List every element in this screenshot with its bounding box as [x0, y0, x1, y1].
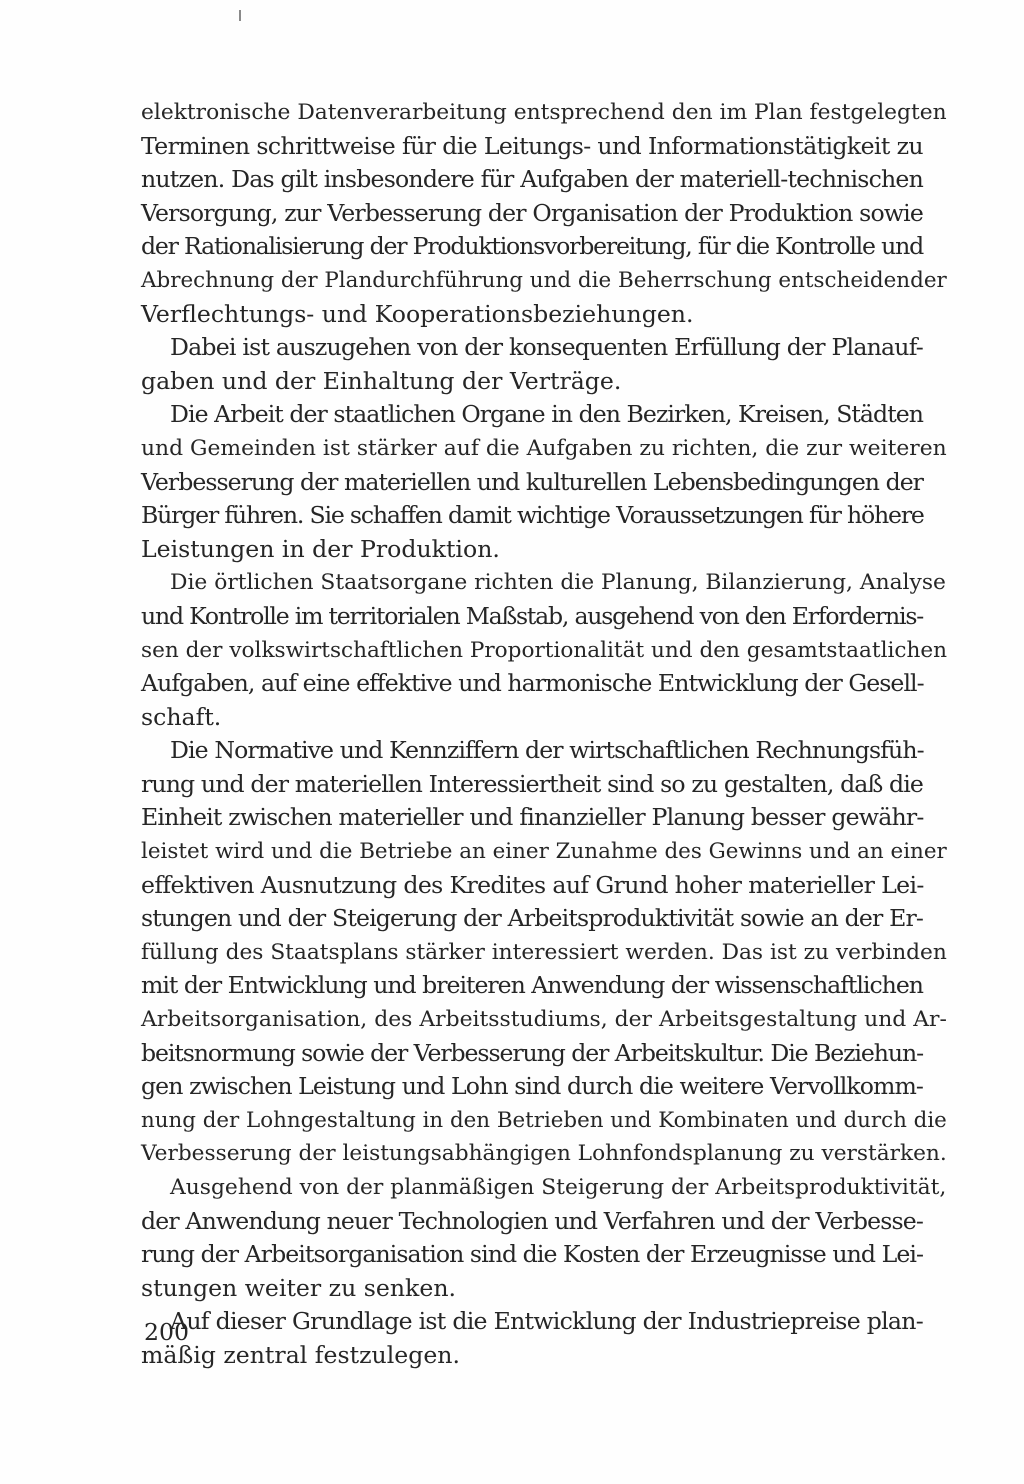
text-line: Verbesserung der materiellen und kulturellen Lebensbedingungen der [141, 467, 923, 496]
body-text [141, 96, 948, 1373]
text-line: Einheit zwischen materieller und finanzieller Planung besser gewähr- [141, 803, 924, 832]
text-line: Dabei ist auszugehen von der konsequenten Erfüllung der Planauf- [170, 333, 923, 362]
page-number: 200 [144, 1318, 190, 1346]
text-line: beitsnormung sowie der Verbesserung der Arbeitskultur. Die Beziehun- [141, 1038, 923, 1067]
text-line: Aufgaben, auf eine effektive und harmonische Entwicklung der Gesell- [141, 669, 924, 698]
text-line: der Anwendung neuer Technologien und Verfahren und der Verbesse- [141, 1206, 923, 1235]
text-line: elektronische Datenverarbeitung entsprechend den im Plan festgelegten [141, 100, 947, 125]
text-line: Verbesserung der leistungsabhängigen Lohnfondsplanung zu verstärken. [141, 1141, 947, 1167]
text-line: rung der Arbeitsorganisation sind die Kosten der Erzeugnisse und Lei- [141, 1240, 923, 1269]
text-line: Arbeitsorganisation, des Arbeitsstudiums, der Arbeitsgestaltung und Ar- [141, 1007, 947, 1033]
text-line: stungen und der Steigerung der Arbeitsproduktivität sowie an der Er- [141, 904, 923, 933]
text-line: Auf dieser Grundlage ist die Entwicklung der Industriepreise plan- [170, 1307, 923, 1336]
text-line: leistet wird und die Betriebe an einer Zunahme des Gewinns und an einer [141, 839, 947, 865]
text-line: Bürger führen. Sie schaffen damit wichtige Voraussetzungen für höhere [141, 501, 924, 530]
text-line: nutzen. Das gilt insbesondere für Aufgaben der materiell-technischen [141, 165, 923, 194]
text-line: und Kontrolle im territorialen Maßstab, ausgehend von den Erfordernis- [141, 601, 923, 630]
text-line: Ausgehend von der planmäßigen Steigerung der Arbeitsproduktivität, [170, 1175, 947, 1200]
text-line: Leistungen in der Produktion. [141, 534, 500, 563]
text-line: Verflechtungs- und Kooperationsbeziehungen. [141, 299, 694, 328]
text-line: mit der Entwicklung und breiteren Anwendung der wissenschaftlichen [141, 971, 923, 1000]
text-line: sen der volkswirtschaftlichen Proportionalität und den gesamtstaatlichen [141, 637, 948, 663]
text-line: stungen weiter zu senken. [141, 1273, 457, 1302]
text-line: effektiven Ausnutzung des Kredites auf Grund hoher materieller Lei- [141, 870, 924, 899]
text-line: gen zwischen Leistung und Lohn sind durch die weitere Vervollkomm- [141, 1072, 923, 1101]
text-line: Die Arbeit der staatlichen Organe in den Bezirken, Kreisen, Städten [170, 400, 923, 429]
text-line: der Rationalisierung der Produktionsvorbereitung, für die Kontrolle und [141, 232, 923, 261]
text-line: Terminen schrittweise für die Leitungs- und Informationstätigkeit zu [141, 131, 923, 160]
text-line: mäßig zentral festzulegen. [141, 1340, 460, 1369]
text-line: rung und der materiellen Interessiertheit sind so zu gestalten, daß die [141, 769, 923, 798]
scan-mark [239, 10, 241, 21]
text-line: füllung des Staatsplans stärker interessiert werden. Das ist zu verbinden [141, 939, 947, 965]
text-line: Die Normative und Kennziffern der wirtschaftlichen Rechnungsfüh- [170, 736, 924, 765]
text-line: und Gemeinden ist stärker auf die Aufgaben zu richten, die zur weiteren [141, 435, 947, 461]
text-line: gaben und der Einhaltung der Verträge. [141, 366, 622, 395]
text-line: Abrechnung der Plandurchführung und die Beherrschung entscheidender [141, 267, 947, 293]
text-line: nung der Lohngestaltung in den Betrieben und Kombinaten und durch die [141, 1107, 947, 1133]
text-line: Die örtlichen Staatsorgane richten die Planung, Bilanzierung, Analyse [170, 570, 946, 596]
text-line: schaft. [141, 702, 222, 731]
text-line: Versorgung, zur Verbesserung der Organisation der Produktion sowie [141, 198, 923, 227]
